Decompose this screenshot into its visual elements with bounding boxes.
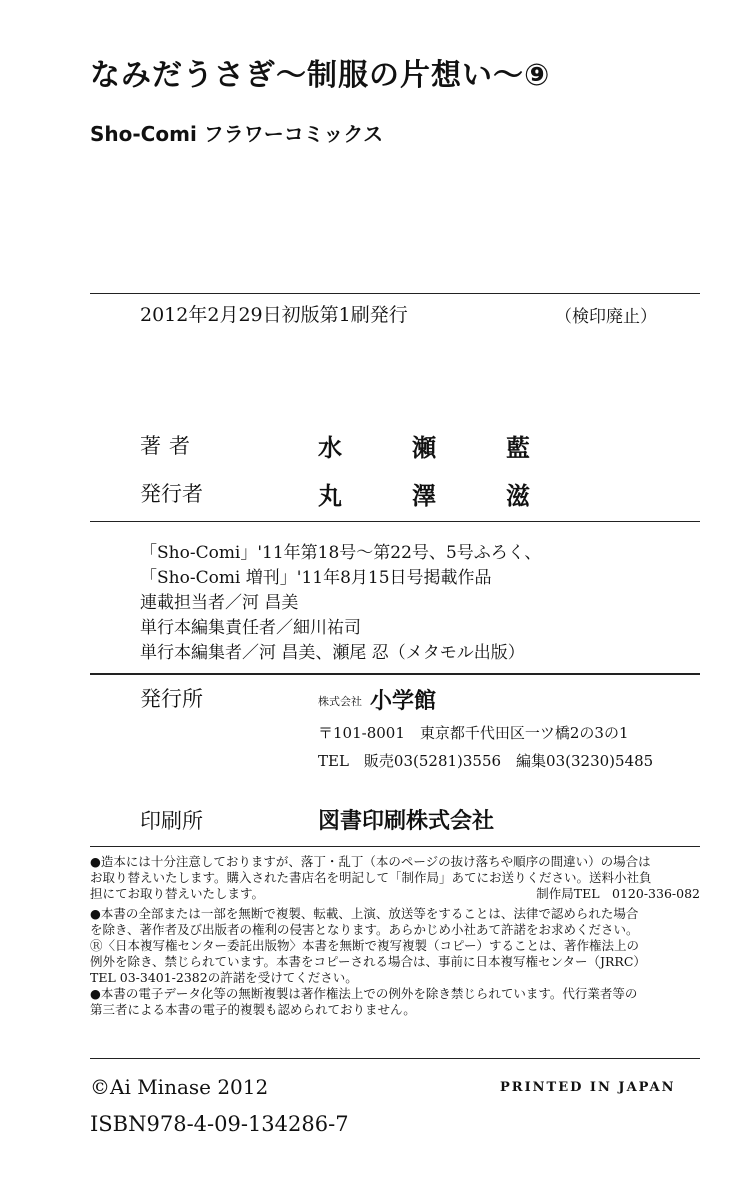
notice-line: ●造本には十分注意しておりますが、落丁・乱丁（本のページの抜け落ちや順序の間違い）の場合は [90, 854, 651, 869]
notice-line: 第三者による本書の電子的複製も認められておりません。 [90, 1002, 416, 1017]
divider [90, 1058, 700, 1059]
notice-line: お取り替えいたします。購入された書店名を明記して「制作局」あてにお送りください。送料小社負 [90, 870, 652, 885]
issuer-label: 発行者 [140, 482, 203, 506]
notice-line: ●本書の全部または一部を無断で複製、転載、上演、放送等をすることは、法律で認められた場合 [90, 906, 639, 921]
author-name-char: 藍 [506, 433, 530, 462]
isbn: ISBN978-4-09-134286-7 [90, 1112, 349, 1136]
notice-line: 担にてお取り替えいたします。 [90, 886, 265, 901]
notice-line: TEL 03-3401-2382の許諾を受けてください。 [90, 970, 358, 985]
notice-block [90, 854, 700, 1018]
divider [90, 521, 700, 522]
notice-line: Ⓡ〈日本複写権センター委託出版物〉本書を無断で複写複製（コピー）することは、著作権法上の [90, 938, 640, 953]
divider [90, 293, 700, 294]
source-line: 単行本編集責任者／細川祐司 [140, 618, 361, 638]
production-tel: 制作局TEL 0120-336-082 [536, 886, 700, 901]
issuer-name [318, 476, 530, 511]
publication-date: 2012年2月29日初版第1刷発行 [140, 304, 408, 326]
author-label: 著者 [140, 434, 198, 458]
series-label: Sho-Comi フラワーコミックス [90, 122, 384, 146]
issuer-name-char: 澤 [412, 481, 436, 510]
notice-line: ●本書の電子データ化等の無断複製は著作権法上での例外を除き禁じられています。代行業者等の [90, 986, 638, 1001]
issuer-name-char: 滋 [506, 481, 530, 510]
source-line: 連載担当者／河 昌美 [140, 593, 299, 613]
notice-line: を除き、著作者及び出版者の権利の侵害となります。あらかじめ小社あて許諾をお求めください。 [90, 922, 639, 937]
publisher-tel: TEL 販売03(5281)3556 編集03(3230)5485 [318, 752, 654, 770]
divider [90, 846, 700, 847]
publisher-corp-prefix: 株式会社 [318, 695, 362, 708]
publisher-address: 〒101-8001 東京都千代田区一ツ橋2の3の1 [318, 724, 629, 742]
notice-line: 例外を除き、禁じられています。本書をコピーされる場合は、事前に日本複写権センター（JRRC） [90, 954, 646, 969]
source-line: 「Sho-Comi 増刊」'11年8月15日号掲載作品 [140, 568, 492, 588]
printer-label: 印刷所 [140, 809, 203, 833]
author-name-char: 瀬 [412, 433, 436, 462]
copyright: ©Ai Minase 2012 [90, 1075, 269, 1099]
printer-name: 図書印刷株式会社 [318, 808, 495, 834]
source-line: 単行本編集者／河 昌美、瀬尾 忍（メタモル出版） [140, 643, 525, 663]
publisher-name: 小学館 [370, 688, 437, 714]
publisher-label: 発行所 [140, 687, 203, 711]
printed-in-label: PRINTED IN JAPAN [500, 1080, 676, 1095]
book-title: なみだうさぎ〜制服の片想い〜⑨ [90, 58, 551, 93]
author-name-char: 水 [318, 433, 342, 462]
issuer-name-char: 丸 [318, 481, 342, 510]
divider [90, 673, 700, 675]
source-line: 「Sho-Comi」'11年第18号〜第22号、5号ふろく、 [140, 543, 542, 563]
seal-abolished-note: （検印廃止） [555, 307, 657, 327]
author-name [318, 428, 530, 463]
